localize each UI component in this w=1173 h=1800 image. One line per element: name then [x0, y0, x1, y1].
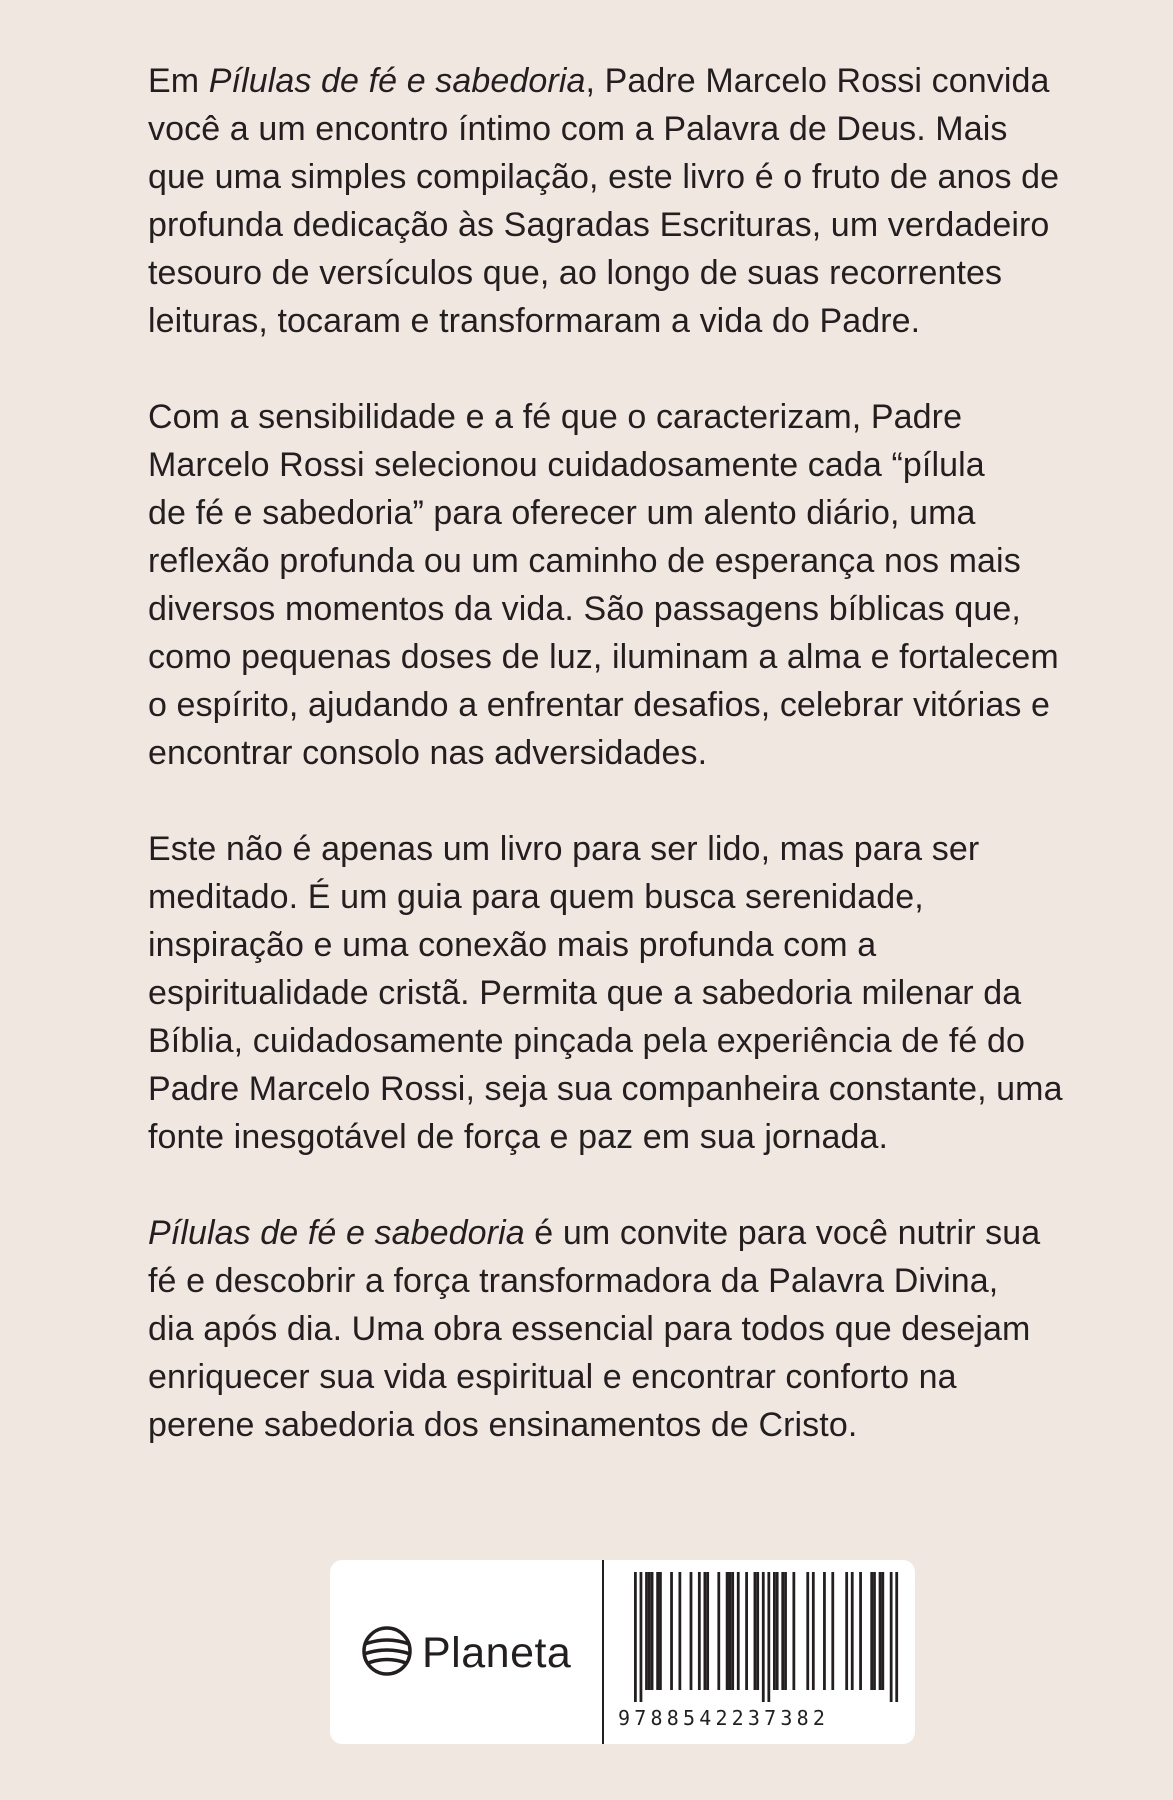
text-line	[148, 489, 1098, 537]
barcode-bar	[806, 1572, 809, 1690]
text-line	[148, 1209, 1098, 1257]
barcode-bar	[873, 1572, 876, 1690]
text-segment: meditado. É um guia para quem busca serenidade,	[148, 878, 924, 916]
text-line	[148, 393, 1098, 441]
barcode-bar	[792, 1572, 795, 1690]
barcode-bar	[717, 1572, 720, 1690]
barcode-bar	[767, 1572, 770, 1702]
publisher-name: Planeta	[422, 1629, 572, 1677]
text-line	[148, 1257, 1098, 1305]
text-segment: como pequenas doses de luz, iluminam a alma e fortalecem	[148, 638, 1059, 676]
text-line	[148, 681, 1098, 729]
text-segment: é um convite para você nutrir sua	[524, 1214, 1041, 1252]
text-line	[148, 633, 1098, 681]
barcode-bar	[762, 1572, 765, 1702]
isbn-barcode	[618, 1572, 906, 1732]
barcode-bar	[656, 1572, 659, 1690]
barcode-bar	[678, 1572, 681, 1690]
barcode-bar	[729, 1572, 732, 1690]
barcode-bar	[784, 1572, 787, 1690]
text-segment: Padre Marcelo Rossi, seja sua companheira constante, uma	[148, 1070, 1063, 1108]
publisher-logo	[360, 1626, 571, 1680]
barcode-bar	[659, 1572, 662, 1690]
text-segment: tesouro de versículos que, ao longo de suas recorrentes	[148, 254, 1003, 292]
barcode-bar	[706, 1572, 709, 1690]
text-segment: Este não é apenas um livro para ser lido, mas para ser	[148, 830, 980, 868]
box-divider	[602, 1560, 604, 1744]
barcode-bar	[651, 1572, 654, 1690]
text-line	[148, 201, 1098, 249]
text-line	[148, 297, 1098, 345]
text-segment: o espírito, ajudando a enfrentar desafios, celebrar vitórias e	[148, 686, 1051, 724]
text-line	[148, 537, 1098, 585]
text-segment: diversos momentos da vida. São passagens bíblicas que,	[148, 590, 1021, 628]
isbn-number: 9788542237382	[618, 1706, 830, 1730]
barcode-bar	[640, 1572, 643, 1702]
text-segment: Com a sensibilidade e a fé que o caracterizam, Padre	[148, 398, 963, 436]
paragraph	[148, 393, 1098, 777]
text-line	[148, 585, 1098, 633]
text-segment: fé e descobrir a força transformadora da Palavra Divina,	[148, 1262, 999, 1300]
text-line	[148, 1401, 1098, 1449]
back-cover-text	[148, 57, 1098, 1449]
barcode-bar	[670, 1572, 673, 1690]
text-segment: que uma simples compilação, este livro é o fruto de anos de	[148, 158, 1060, 196]
barcode-bar	[737, 1572, 740, 1690]
barcode-bar	[704, 1572, 707, 1690]
paragraph	[148, 1209, 1098, 1449]
paragraph	[148, 57, 1098, 345]
text-line	[148, 1305, 1098, 1353]
text-segment: perene sabedoria dos ensinamentos de Cristo.	[148, 1406, 858, 1444]
text-segment: inspiração e uma conexão mais profunda com a	[148, 926, 877, 964]
barcode-bar	[781, 1572, 784, 1690]
barcode-bar	[851, 1572, 854, 1690]
text-line	[148, 1017, 1098, 1065]
text-line	[148, 1065, 1098, 1113]
text-line	[148, 153, 1098, 201]
barcode-bar	[756, 1572, 759, 1690]
text-segment: leituras, tocaram e transformaram a vida do Padre.	[148, 302, 921, 340]
barcode-bar	[890, 1572, 893, 1702]
text-segment: de fé e sabedoria” para oferecer um alento diário, uma	[148, 494, 976, 532]
text-line	[148, 921, 1098, 969]
text-segment: Bíblia, cuidadosamente pinçada pela experiência de fé do	[148, 1022, 1025, 1060]
barcode-bar	[823, 1572, 826, 1690]
barcode-bar	[859, 1572, 862, 1690]
barcode-bar	[745, 1572, 748, 1690]
text-segment: reflexão profunda ou um caminho de esperança nos mais	[148, 542, 1021, 580]
barcode-bar	[881, 1572, 884, 1690]
barcode-bar	[645, 1572, 648, 1690]
barcode-bar	[895, 1572, 898, 1702]
barcode-bars	[618, 1572, 906, 1702]
text-line	[148, 729, 1098, 777]
text-line	[148, 441, 1098, 489]
text-line	[148, 969, 1098, 1017]
book-title-italic: Pílulas de fé e sabedoria	[208, 62, 586, 100]
barcode-bar	[831, 1572, 834, 1690]
text-segment: espiritualidade cristã. Permita que a sabedoria milenar da	[148, 974, 1022, 1012]
barcode-bar	[731, 1572, 734, 1690]
text-line	[148, 1353, 1098, 1401]
paragraph	[148, 825, 1098, 1161]
barcode-bar	[698, 1572, 701, 1690]
barcode-bar	[879, 1572, 882, 1690]
text-segment: Em	[148, 62, 209, 100]
barcode-bar	[776, 1572, 779, 1690]
barcode-bar	[648, 1572, 651, 1690]
text-segment: Marcelo Rossi selecionou cuidadosamente cada “pílula	[148, 446, 985, 484]
text-segment: você a um encontro íntimo com a Palavra de Deus. Mais	[148, 110, 1008, 148]
text-segment: dia após dia. Uma obra essencial para todos que desejam	[148, 1310, 1031, 1348]
text-segment: fonte inesgotável de força e paz em sua jornada.	[148, 1118, 889, 1156]
barcode-bar	[773, 1572, 776, 1690]
text-line	[148, 1113, 1098, 1161]
barcode-bar	[754, 1572, 757, 1690]
text-line	[148, 249, 1098, 297]
barcode-bar	[845, 1572, 848, 1690]
publisher-barcode-box	[330, 1560, 915, 1744]
book-title-italic: Pílulas de fé e sabedoria	[148, 1214, 525, 1252]
text-line	[148, 105, 1098, 153]
globe-icon	[360, 1624, 414, 1683]
barcode-bar	[870, 1572, 873, 1690]
text-segment: encontrar consolo nas adversidades.	[148, 734, 708, 772]
text-segment: , Padre Marcelo Rossi convida	[585, 62, 1050, 100]
text-segment: profunda dedicação às Sagradas Escrituras, um verdadeiro	[148, 206, 1050, 244]
barcode-bar	[690, 1572, 693, 1690]
barcode-bar	[726, 1572, 729, 1690]
barcode-bar	[634, 1572, 637, 1702]
text-line	[148, 873, 1098, 921]
text-line	[148, 825, 1098, 873]
text-segment: enriquecer sua vida espiritual e encontrar conforto na	[148, 1358, 957, 1396]
barcode-bar	[812, 1572, 815, 1690]
text-line	[148, 57, 1098, 105]
